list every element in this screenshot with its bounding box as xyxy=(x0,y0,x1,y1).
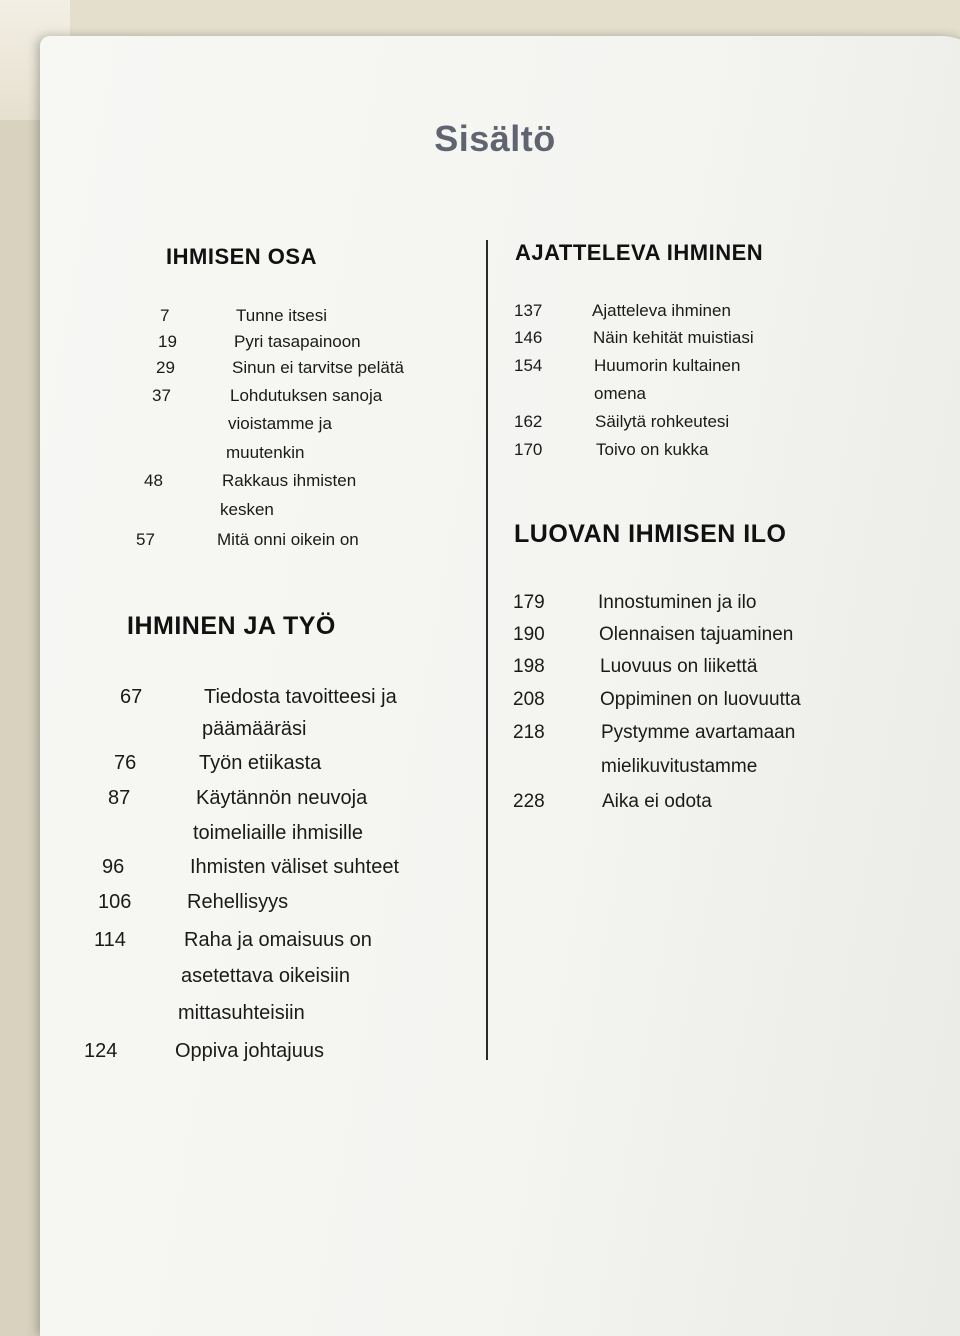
chapter-title: Lohdutuksen sanoja xyxy=(230,386,383,405)
page-number: 76 xyxy=(114,752,137,774)
chapter-title: Raha ja omaisuus on xyxy=(184,929,372,951)
chapter-title: Toivo on kukka xyxy=(596,440,709,459)
page-number: 170 xyxy=(514,440,543,459)
page-number: 137 xyxy=(514,301,543,320)
page-number: 48 xyxy=(144,471,163,490)
column-divider xyxy=(486,240,488,1060)
chapter-title: Rakkaus ihmisten xyxy=(222,471,357,490)
page-number: 162 xyxy=(514,412,543,431)
page-number: 114 xyxy=(94,929,126,951)
chapter-title: Sinun ei tarvitse pelätä xyxy=(232,358,404,377)
page-number: 87 xyxy=(108,787,131,809)
chapter-title: Olennaisen tajuaminen xyxy=(599,624,794,645)
chapter-title: Oppiminen on luovuutta xyxy=(600,689,801,710)
book-page xyxy=(40,36,960,1336)
page-number: 37 xyxy=(152,386,171,405)
page-number: 29 xyxy=(156,358,175,377)
chapter-title: Säilytä rohkeutesi xyxy=(595,412,730,431)
chapter-title: mittasuhteisiin xyxy=(178,1002,305,1024)
chapter-title: Näin kehität muistiasi xyxy=(593,328,754,347)
chapter-title: päämääräsi xyxy=(202,718,307,740)
page-number: 67 xyxy=(120,686,143,708)
chapter-title: Pystymme avartamaan xyxy=(601,722,796,743)
chapter-title: Oppiva johtajuus xyxy=(175,1040,324,1062)
page-number: 146 xyxy=(514,328,543,347)
chapter-title: Luovuus on liikettä xyxy=(600,656,758,677)
section-heading-luovan-ihmisen-ilo: LUOVAN IHMISEN ILO xyxy=(514,520,787,548)
chapter-title: Käytännön neuvoja xyxy=(196,787,368,809)
chapter-title: Tunne itsesi xyxy=(236,306,328,325)
chapter-title: Tiedosta tavoitteesi ja xyxy=(204,686,397,708)
chapter-title: Työn etiikasta xyxy=(199,752,322,774)
chapter-title: asetettava oikeisiin xyxy=(181,965,350,987)
page-number: 154 xyxy=(514,356,543,375)
page-number: 228 xyxy=(513,791,545,812)
section-heading-ajatteleva-ihminen: AJATTELEVA IHMINEN xyxy=(515,240,764,265)
page-title: Sisältö xyxy=(434,118,556,159)
chapter-title: Aika ei odota xyxy=(602,791,712,812)
page-number: 179 xyxy=(513,592,545,613)
page-number: 218 xyxy=(513,722,545,743)
chapter-title: mielikuvitustamme xyxy=(601,756,758,777)
chapter-title: toimeliaille ihmisille xyxy=(193,822,364,844)
page-number: 106 xyxy=(98,891,132,913)
chapter-title: muutenkin xyxy=(226,443,305,462)
section-heading-ihmisen-osa: IHMISEN OSA xyxy=(166,244,317,269)
page-number: 19 xyxy=(158,332,177,351)
chapter-title: Mitä onni oikein on xyxy=(217,530,359,549)
chapter-title: kesken xyxy=(220,500,274,519)
page-number: 208 xyxy=(513,689,545,710)
page-number: 190 xyxy=(513,624,545,645)
chapter-title: Ajatteleva ihminen xyxy=(592,301,731,320)
page-number: 96 xyxy=(102,856,125,878)
page-number: 124 xyxy=(84,1040,118,1062)
chapter-title: Ihmisten väliset suhteet xyxy=(190,856,399,878)
chapter-title: Huumorin kultainen xyxy=(594,356,741,375)
chapter-title: vioistamme ja xyxy=(228,414,332,433)
chapter-title: omena xyxy=(594,384,646,403)
chapter-title: Pyri tasapainoon xyxy=(234,332,361,351)
chapter-title: Rehellisyys xyxy=(187,891,289,913)
page-number: 7 xyxy=(160,306,170,325)
page-number: 57 xyxy=(136,530,155,549)
section-heading-ihminen-ja-tyo: IHMINEN JA TYÖ xyxy=(127,612,336,640)
chapter-title: Innostuminen ja ilo xyxy=(598,592,757,613)
page-number: 198 xyxy=(513,656,545,677)
